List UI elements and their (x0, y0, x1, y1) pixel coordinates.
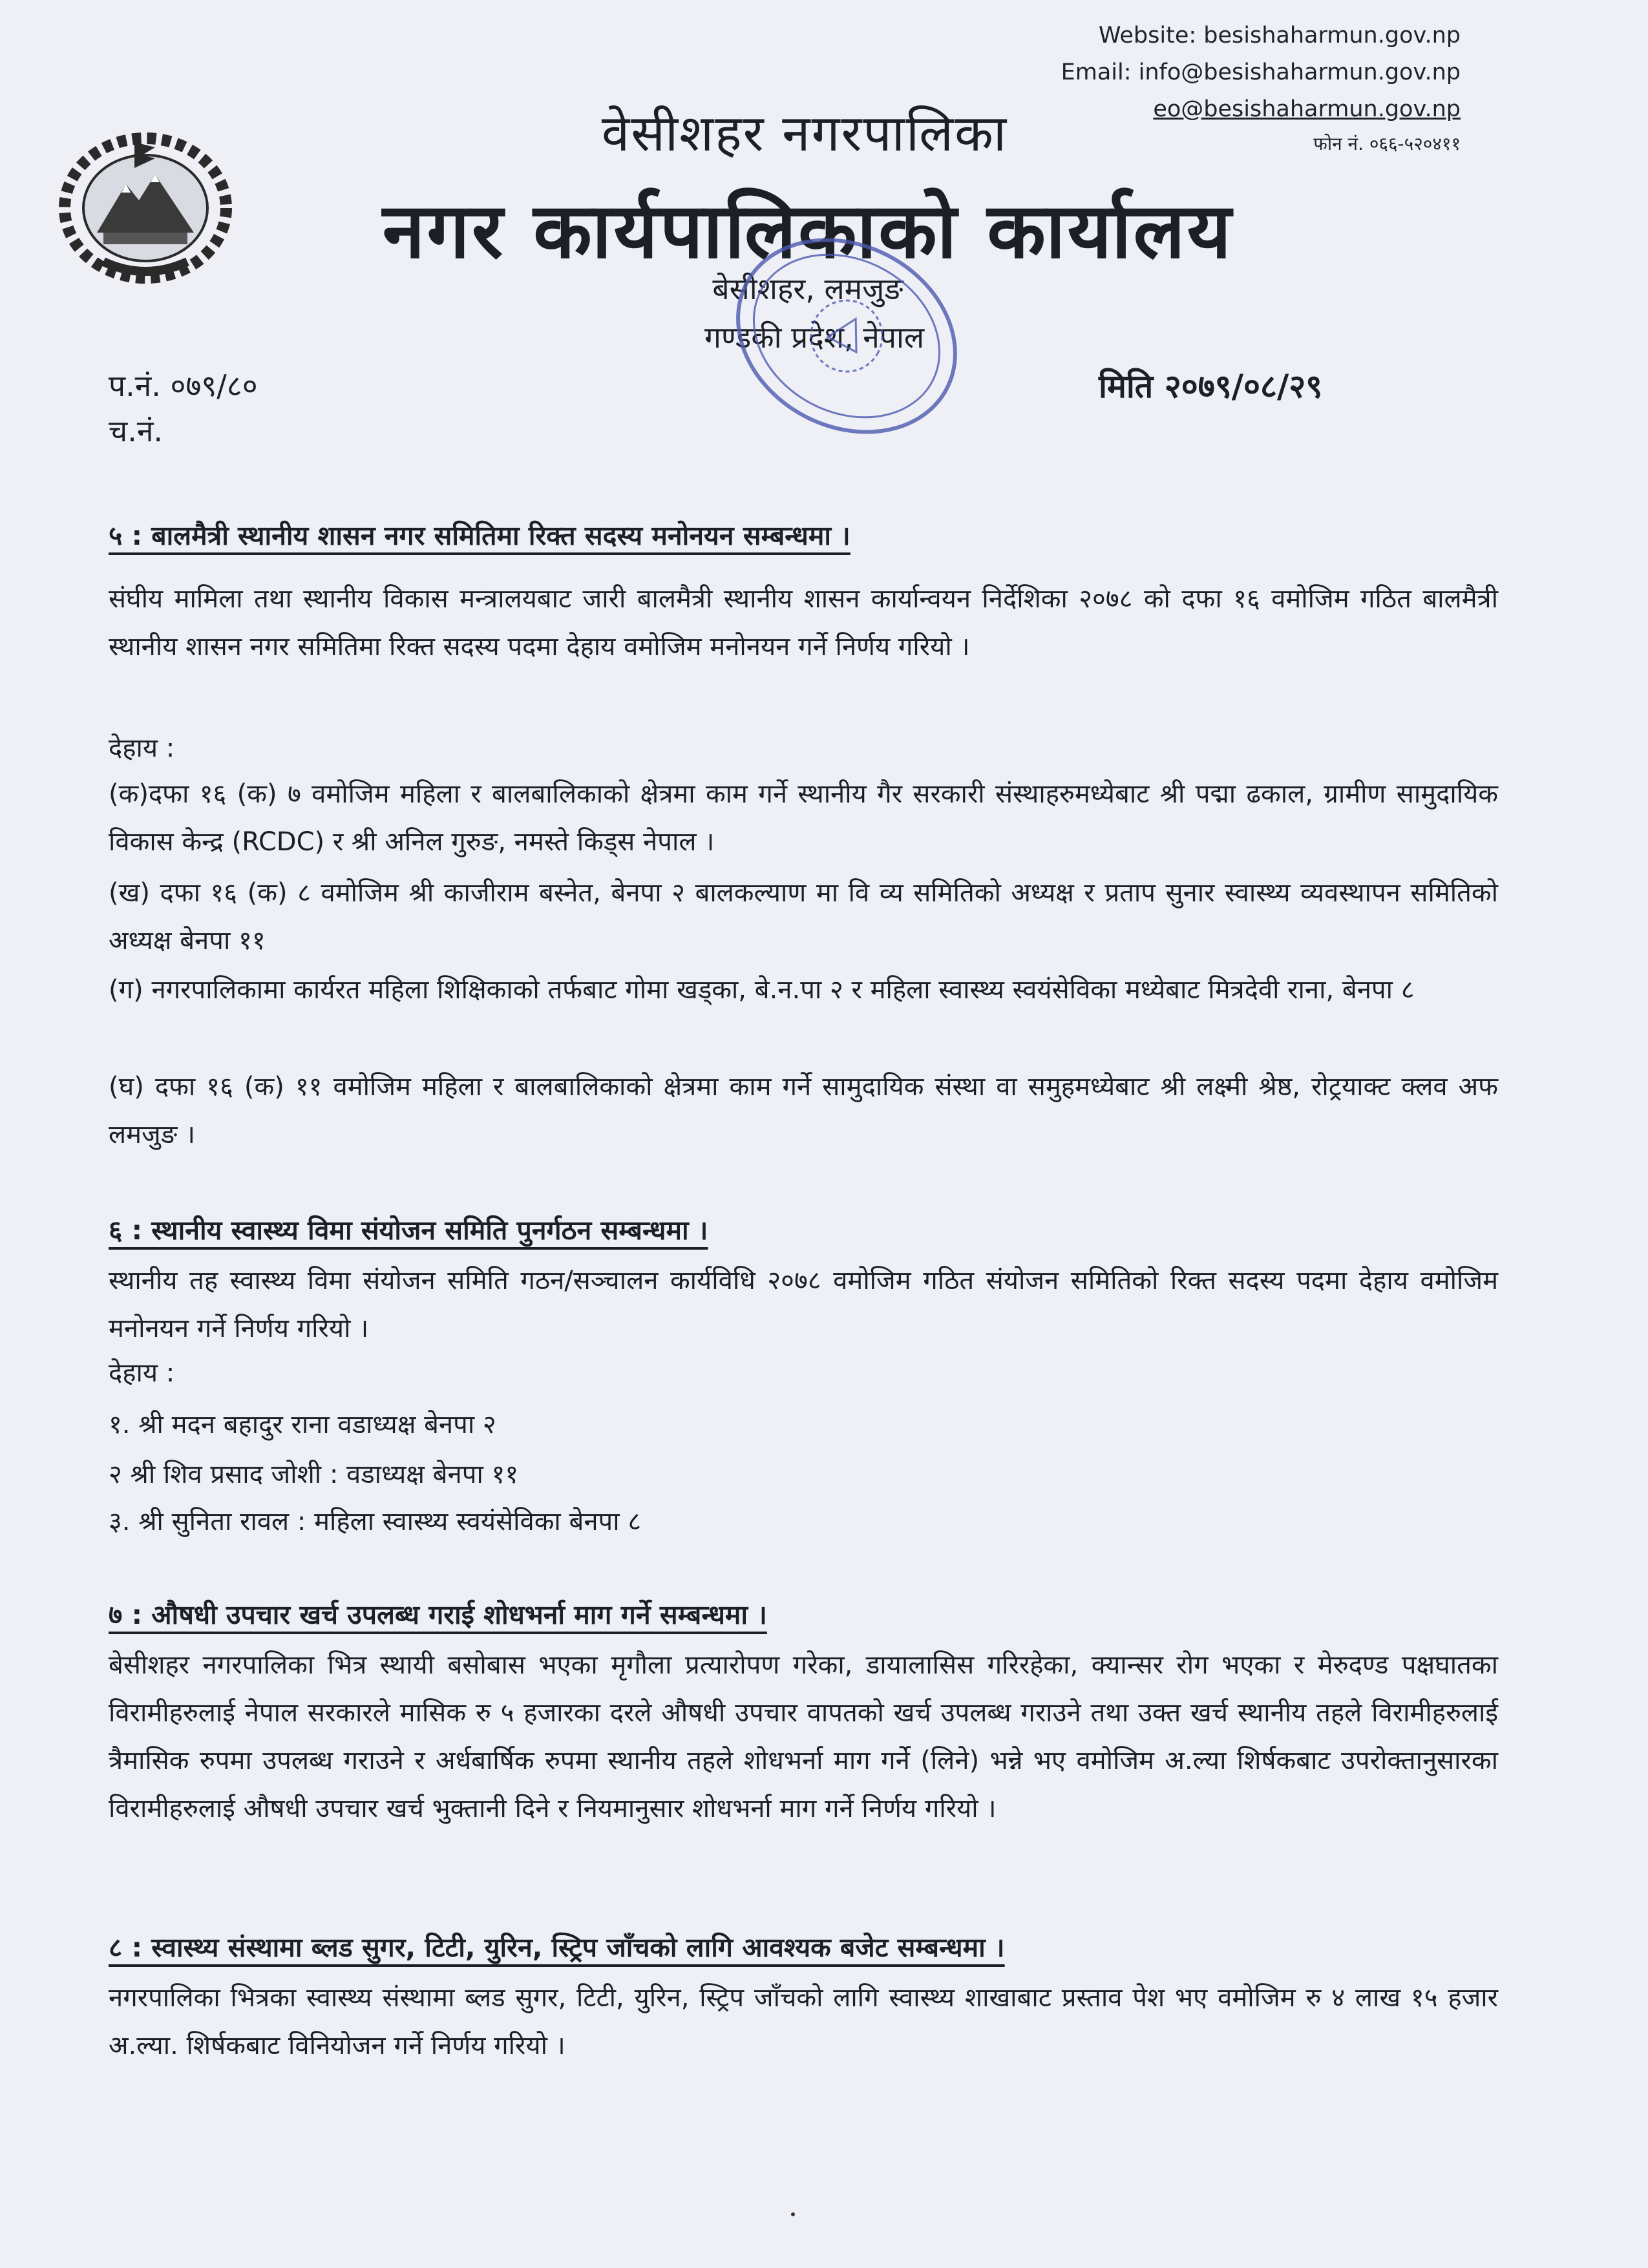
section-6-title: ६ : स्थानीय स्वास्थ्य विमा संयोजन समिति पुनर्गठन सम्बन्धमा । (109, 1215, 708, 1246)
section-5-item-gha: (घ) दफा १६ (क) ११ वमोजिम महिला र बालबालिकाको क्षेत्रमा काम गर्ने सामुदायिक संस्था वा समुहमध्येबाट श्री लक्ष्मी श्रेष्ठ, रोट्रयाक्ट क्लव अफ लमजुङ । (109, 1072, 1498, 1150)
section-5-title: ५ : बालमैत्री स्थानीय शासन नगर समितिमा रिक्त सदस्य मनोनयन सम्बन्धमा । (109, 520, 850, 551)
letter-date: मिति २०७९/०८/२९ (1099, 368, 1323, 405)
office-stamp-icon (711, 220, 982, 452)
section-6-item-2: २ श्री शिव प्रसाद जोशी : वडाध्यक्ष बेनपा ११ (109, 1460, 519, 1489)
section-6-item-1: १. श्री मदन बहादुर राना वडाध्यक्ष बेनपा २ (109, 1410, 496, 1440)
section-5-item-kha: (ख) दफा १६ (क) ८ वमोजिम श्री काजीराम बस्नेत, बेनपा २ बालकल्याण मा वि व्य समितिको अध्यक्ष र प्रताप सुनार स्वास्थ्य व्यवस्थापन समितिको अध्यक्ष बेनपा ११ (109, 878, 1498, 956)
dispatch-number: च.नं. (109, 414, 163, 448)
section-7-body: बेसीशहर नगरपालिका भित्र स्थायी बसोबास भएका मृगौला प्रत्यारोपण गरेका, डायालासिस गरिरहेका, क्यान्सर रोग भएका र मेरुदण्ड पक्षघातका विरामीहरुलाई नेपाल सरकारले मासिक रु ५ हजारका दरले औषधी उपचार वापतको खर्च उपलब्ध गराउने तथा उक्त खर्च स्थानीय तहले विरामीहरुलाई त्रैमासिक रुपमा उपलब्ध गराउने र अर्धबार्षिक रुपमा स्थानीय तहले शोधभर्ना माग गर्ने (लिने) भन्ने भए वमोजिम अ.ल्या शिर्षकबाट उपरोक्तानुसारका विरामीहरुलाई औषधी उपचार खर्च भुक्तानी दिने र नियमानुसार शोधभर्ना माग गर्ने निर्णय गरियो । (109, 1650, 1498, 1823)
page-mark (791, 2212, 795, 2216)
nepal-emblem-icon (58, 123, 233, 284)
office-name: नगर कार्यपालिकाको कार्यालय (382, 185, 1234, 275)
address-line-1: बेसीशहर, लमजुङ (712, 271, 903, 306)
section-8-body: नगरपालिका भित्रका स्वास्थ्य संस्थामा ब्लड सुगर, टिटी, युरिन, स्ट्रिप जाँचको लागि स्वास्थ्य शाखाबाट प्रस्ताव पेश भए वमोजिम रु ४ लाख १५ हजार अ.ल्या. शिर्षकबाट विनियोजन गर्ने निर्णय गरियो । (109, 1983, 1498, 2061)
section-5-dehaya: देहाय : (109, 733, 175, 763)
email-secondary-text: eo@besishaharmun.gov.np (1153, 96, 1461, 122)
section-7-title: ७ : औषधी उपचार खर्च उपलब्ध गराई शोधभर्ना माग गर्ने सम्बन्धमा । (109, 1599, 767, 1630)
section-6-dehaya: देहाय : (109, 1358, 175, 1388)
municipality-name: वेसीशहर नगरपालिका (601, 105, 1008, 163)
section-6-intro: स्थानीय तह स्वास्थ्य विमा संयोजन समिति गठन/सञ्चालन कार्यविधि २०७८ वमोजिम गठित संयोजन समितिको रिक्त सदस्य पदमा देहाय वमोजिम मनोनयन गर्ने निर्णय गरियो । (109, 1266, 1498, 1343)
section-5-intro: संघीय मामिला तथा स्थानीय विकास मन्त्रालयबाट जारी बालमैत्री स्थानीय शासन कार्यान्वयन निर्देशिका २०७८ को दफा १६ वमोजिम गठित बालमैत्री स्थानीय शासन नगर समितिमा रिक्त सदस्य पदमा देहाय वमोजिम मनोनयन गर्ने निर्णय गरियो । (109, 584, 1498, 662)
contact-block (1061, 25, 1461, 167)
phone-text: फोन नं. ०६६-५२०४११ (1313, 133, 1461, 154)
letter-number: प.नं. ०७९/८० (109, 368, 258, 403)
section-5-item-ka: (क)दफा १६ (क) ७ वमोजिम महिला र बालबालिकाको क्षेत्रमा काम गर्ने स्थानीय गैर सरकारी संस्थाहरुमध्येबाट श्री पद्मा ढकाल, ग्रामीण सामुदायिक विकास केन्द्र (RCDC) र श्री अनिल गुरुङ, नमस्ते किड्स नेपाल । (109, 779, 1498, 857)
email-text: Email: info@besishaharmun.gov.np (1061, 59, 1461, 85)
address-line-2: गण्डकी प्रदेश, नेपाल (704, 320, 925, 355)
section-8-title: ८ : स्वास्थ्य संस्थामा ब्लड सुगर, टिटी, युरिन, स्ट्रिप जाँचको लागि आवश्यक बजेट सम्बन्धमा । (109, 1932, 1005, 1963)
website-text: Website: besishaharmun.gov.np (1098, 23, 1461, 48)
section-5-item-ga: (ग) नगरपालिकामा कार्यरत महिला शिक्षिकाको तर्फबाट गोमा खड्का, बे.न.पा २ र महिला स्वास्थ्य स्वयंसेविका मध्येबाट मित्रदेवी राना, बेनपा ८ (109, 975, 1415, 1005)
section-6-item-3: ३. श्री सुनिता रावल : महिला स्वास्थ्य स्वयंसेविका बेनपा ८ (109, 1507, 642, 1537)
